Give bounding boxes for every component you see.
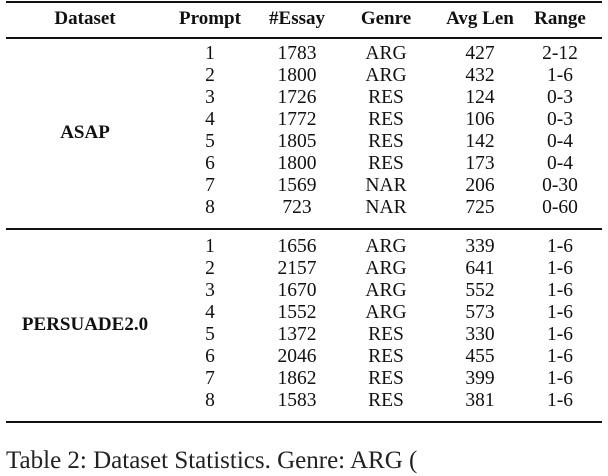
cell-avg-len: 339 [465, 236, 495, 257]
cell-prompt: 4 [205, 109, 215, 130]
cell-genre: RES [368, 109, 404, 130]
cell-essay: 1569 [277, 175, 317, 196]
table-row [6, 258, 602, 280]
cell-genre: RES [368, 346, 404, 367]
table-row [6, 43, 602, 65]
cell-range: 1-6 [547, 368, 573, 389]
header-avg-len: Avg Len [446, 8, 514, 29]
cell-avg-len: 106 [465, 109, 495, 130]
cell-avg-len: 173 [465, 153, 495, 174]
cell-range: 2-12 [542, 43, 578, 64]
cell-prompt: 3 [205, 280, 215, 301]
cell-prompt: 1 [205, 43, 215, 64]
header-prompt: Prompt [179, 8, 241, 29]
table-row [6, 324, 602, 346]
cell-genre: ARG [365, 258, 407, 279]
cell-range: 0-60 [542, 197, 578, 218]
cell-genre: ARG [365, 43, 407, 64]
cell-range: 1-6 [547, 65, 573, 86]
cell-avg-len: 399 [465, 368, 495, 389]
cell-avg-len: 381 [465, 390, 495, 411]
cell-essay: 2046 [277, 346, 317, 367]
cell-essay: 1670 [277, 280, 317, 301]
cell-range: 0-3 [547, 109, 573, 130]
cell-essay: 1656 [277, 236, 317, 257]
cell-avg-len: 432 [465, 65, 495, 86]
table-row [6, 197, 602, 219]
cell-essay: 1583 [277, 390, 317, 411]
cell-range: 1-6 [547, 258, 573, 279]
cell-avg-len: 124 [465, 87, 495, 108]
cell-genre: RES [368, 153, 404, 174]
cell-range: 1-6 [547, 302, 573, 323]
cell-range: 1-6 [547, 346, 573, 367]
cell-genre: RES [368, 368, 404, 389]
header-range: Range [534, 8, 586, 29]
cell-essay: 1372 [277, 324, 317, 345]
cell-avg-len: 330 [465, 324, 495, 345]
group-label-persuade: PERSUADE2.0 [21, 314, 149, 335]
cell-avg-len: 427 [465, 43, 495, 64]
table-row [6, 109, 602, 131]
cell-genre: NAR [365, 175, 407, 196]
cell-prompt: 7 [205, 368, 215, 389]
table-row [6, 175, 602, 197]
cell-prompt: 8 [205, 197, 215, 218]
cell-range: 0-3 [547, 87, 573, 108]
cell-essay: 1805 [277, 131, 317, 152]
cell-prompt: 4 [205, 302, 215, 323]
group-label-asap: ASAP [60, 122, 110, 143]
cell-essay: 1862 [277, 368, 317, 389]
cell-avg-len: 142 [465, 131, 495, 152]
table-row [6, 368, 602, 390]
cell-genre: RES [368, 131, 404, 152]
cell-range: 0-30 [542, 175, 578, 196]
cell-prompt: 6 [205, 153, 215, 174]
header-dataset: Dataset [54, 8, 116, 29]
table-row [6, 302, 602, 324]
cell-genre: RES [368, 87, 404, 108]
cell-genre: ARG [365, 280, 407, 301]
cell-avg-len: 455 [465, 346, 495, 367]
cell-avg-len: 641 [465, 258, 495, 279]
cell-avg-len: 573 [465, 302, 495, 323]
cell-avg-len: 206 [465, 175, 495, 196]
cell-genre: ARG [365, 302, 407, 323]
cell-prompt: 2 [205, 65, 215, 86]
cell-range: 1-6 [547, 324, 573, 345]
cell-prompt: 6 [205, 346, 215, 367]
cell-essay: 723 [282, 197, 312, 218]
cell-prompt: 3 [205, 87, 215, 108]
cell-genre: ARG [365, 236, 407, 257]
cell-essay: 1726 [277, 87, 317, 108]
cell-essay: 1772 [277, 109, 317, 130]
cell-genre: RES [368, 390, 404, 411]
table-row [6, 390, 602, 412]
header-genre: Genre [360, 8, 412, 29]
cell-range: 0-4 [547, 153, 573, 174]
cell-essay: 2157 [277, 258, 317, 279]
cell-genre: ARG [365, 65, 407, 86]
header-essay: #Essay [269, 8, 325, 29]
table-row [6, 87, 602, 109]
cell-prompt: 5 [205, 131, 215, 152]
header-row [6, 8, 602, 30]
table-caption: Table 2: Dataset Statistics. Genre: ARG ( [6, 447, 418, 474]
cell-genre: NAR [365, 197, 407, 218]
cell-essay: 1552 [277, 302, 317, 323]
cell-prompt: 1 [205, 236, 215, 257]
cell-avg-len: 725 [465, 197, 495, 218]
table-row [6, 65, 602, 87]
header-rule [6, 37, 602, 39]
table-row [6, 236, 602, 258]
cell-essay: 1800 [277, 153, 317, 174]
cell-range: 1-6 [547, 390, 573, 411]
cell-prompt: 7 [205, 175, 215, 196]
cell-essay: 1800 [277, 65, 317, 86]
table-row [6, 131, 602, 153]
group-divider-rule [6, 228, 602, 230]
cell-essay: 1783 [277, 43, 317, 64]
cell-prompt: 5 [205, 324, 215, 345]
table-row [6, 153, 602, 175]
cell-range: 1-6 [547, 236, 573, 257]
table-row [6, 280, 602, 302]
cell-genre: RES [368, 324, 404, 345]
cell-prompt: 2 [205, 258, 215, 279]
cell-range: 1-6 [547, 280, 573, 301]
table-row [6, 346, 602, 368]
cell-prompt: 8 [205, 390, 215, 411]
cell-avg-len: 552 [465, 280, 495, 301]
bottom-rule [6, 421, 602, 423]
cell-range: 0-4 [547, 131, 573, 152]
top-rule [6, 1, 602, 3]
